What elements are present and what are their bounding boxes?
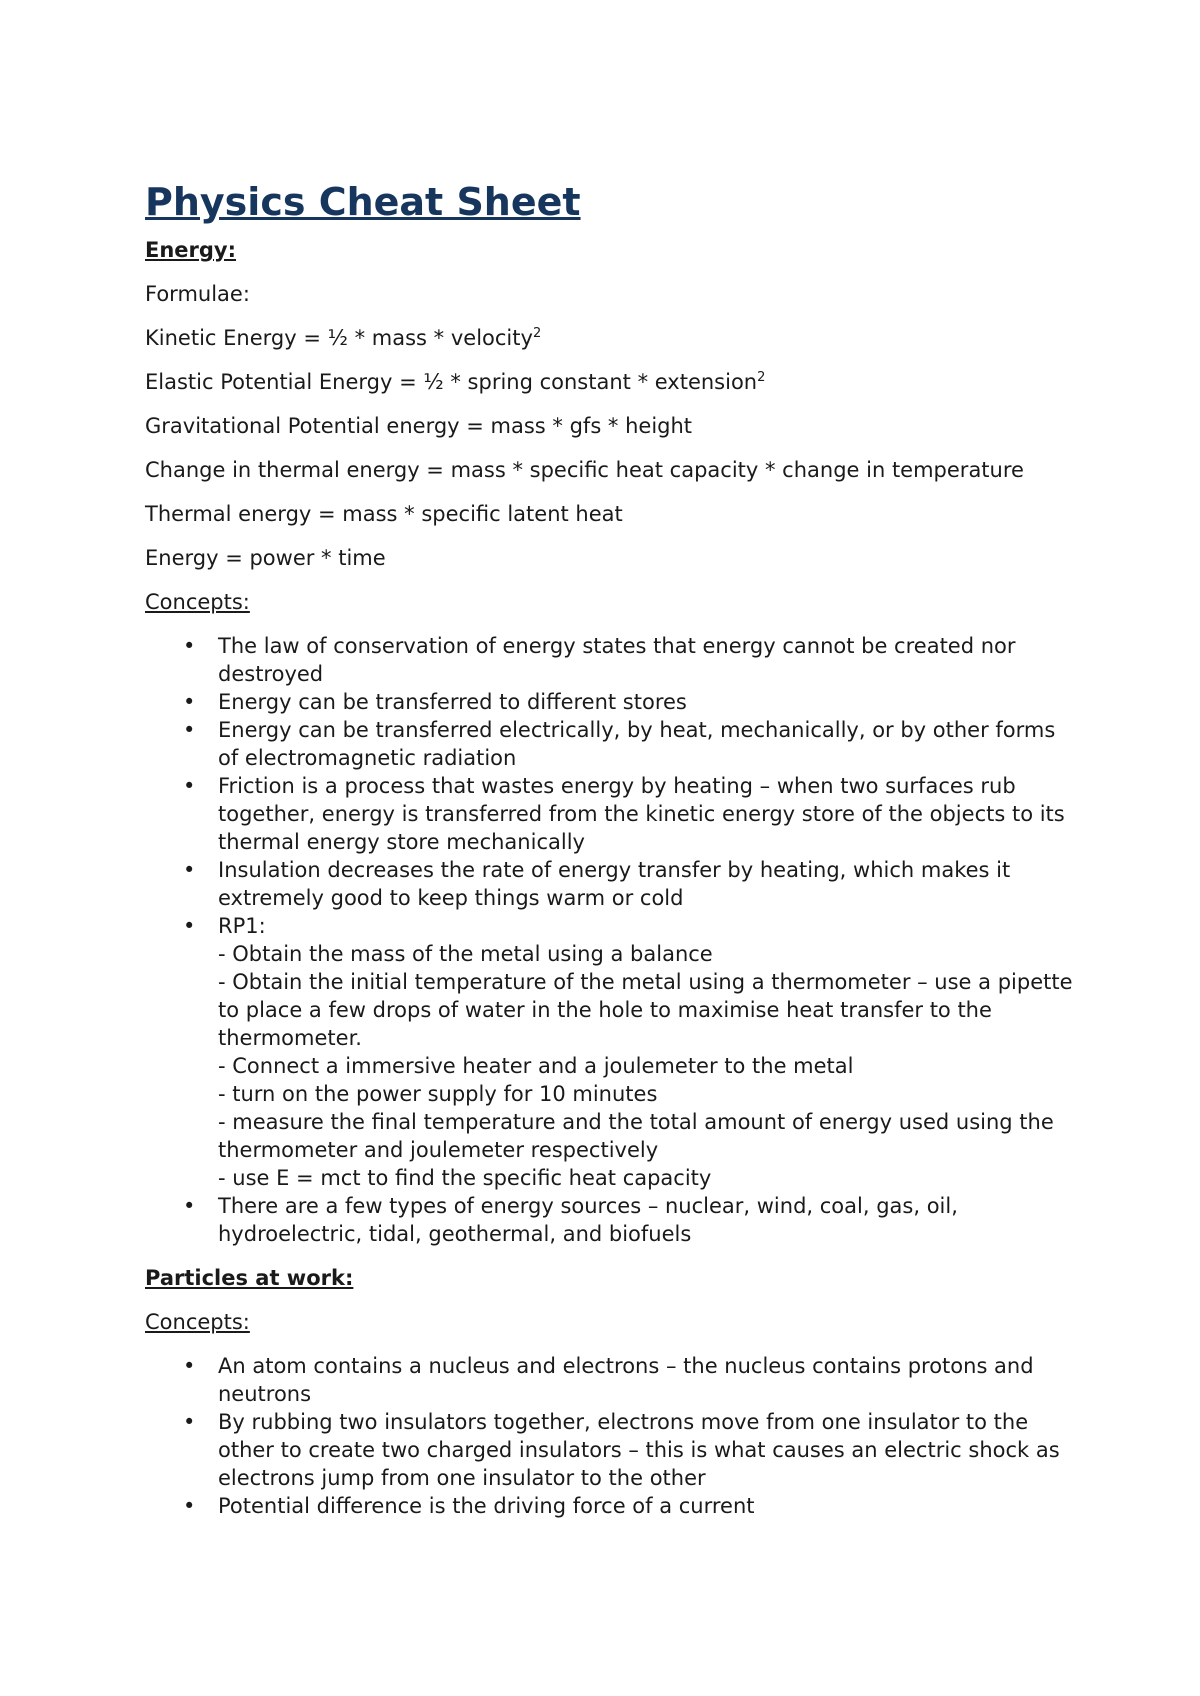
formula-exponent: 2 <box>532 326 542 341</box>
formulae-label: Formulae: <box>145 282 250 306</box>
rp1-step: - Connect a immersive heater and a joulemeter to the metal <box>218 1054 854 1078</box>
rp1-step: - Obtain the initial temperature of the metal using a thermometer – use a pipette to place a few drops of water in the hole to maximise heat transfer to the thermometer. <box>218 970 1073 1050</box>
formula-elastic-potential-energy <box>145 368 1075 396</box>
document-page <box>145 178 1075 1536</box>
formula-text: Kinetic Energy = ½ * mass * velocity <box>145 326 533 350</box>
energy-heading: Energy: <box>145 238 237 262</box>
list-item: • Friction is a process that wastes energy by heating – when two surfaces rub together, energy is transferred from the kinetic energy store of the objects to its thermal energy store mechanically <box>145 772 1075 856</box>
list-item: • Potential difference is the driving force of a current <box>145 1492 1075 1520</box>
formula-gravitational-potential-energy <box>145 412 1075 440</box>
formula-change-in-thermal-energy <box>145 456 1075 484</box>
energy-concepts-label: Concepts: <box>145 590 250 614</box>
document-title: Physics Cheat Sheet <box>145 180 581 224</box>
particles-concepts-list <box>145 1352 1075 1520</box>
rp1-step: - Obtain the mass of the metal using a balance <box>218 942 713 966</box>
formula-exponent: 2 <box>757 370 766 385</box>
list-item: • Energy can be transferred to different stores <box>145 688 1075 716</box>
formula-text: Change in thermal energy = mass * specific heat capacity * change in temperature <box>145 458 1024 482</box>
formula-thermal-energy <box>145 500 1075 528</box>
list-item-rp1 <box>145 912 1075 1192</box>
rp1-step: - use E = mct to find the specific heat capacity <box>218 1166 712 1190</box>
particles-concepts-label: Concepts: <box>145 1310 250 1334</box>
particles-heading: Particles at work: <box>145 1266 354 1290</box>
list-item: • Energy can be transferred electrically, by heat, mechanically, or by other forms of electromagnetic radiation <box>145 716 1075 772</box>
rp1-label: • RP1: <box>218 914 266 938</box>
formula-text: Elastic Potential Energy = ½ * spring constant * extension <box>145 370 758 394</box>
rp1-step: - measure the final temperature and the total amount of energy used using the thermometer and joulemeter respectively <box>218 1110 1054 1162</box>
formula-kinetic-energy <box>145 324 1075 352</box>
list-item: • By rubbing two insulators together, electrons move from one insulator to the other to create two charged insulators – this is what causes an electric shock as electrons jump from one insulator to the other <box>145 1408 1075 1492</box>
formula-text: Thermal energy = mass * specific latent heat <box>145 502 623 526</box>
formula-text: Energy = power * time <box>145 546 386 570</box>
formula-energy-power-time <box>145 544 1075 572</box>
rp1-step: - turn on the power supply for 10 minutes <box>218 1082 658 1106</box>
list-item: • There are a few types of energy sources – nuclear, wind, coal, gas, oil, hydroelectric, tidal, geothermal, and biofuels <box>145 1192 1075 1248</box>
formula-text: Gravitational Potential energy = mass * gfs * height <box>145 414 693 438</box>
list-item: • Insulation decreases the rate of energy transfer by heating, which makes it extremely good to keep things warm or cold <box>145 856 1075 912</box>
list-item: • The law of conservation of energy states that energy cannot be created nor destroyed <box>145 632 1075 688</box>
list-item: • An atom contains a nucleus and electrons – the nucleus contains protons and neutrons <box>145 1352 1075 1408</box>
energy-concepts-list <box>145 632 1075 1248</box>
